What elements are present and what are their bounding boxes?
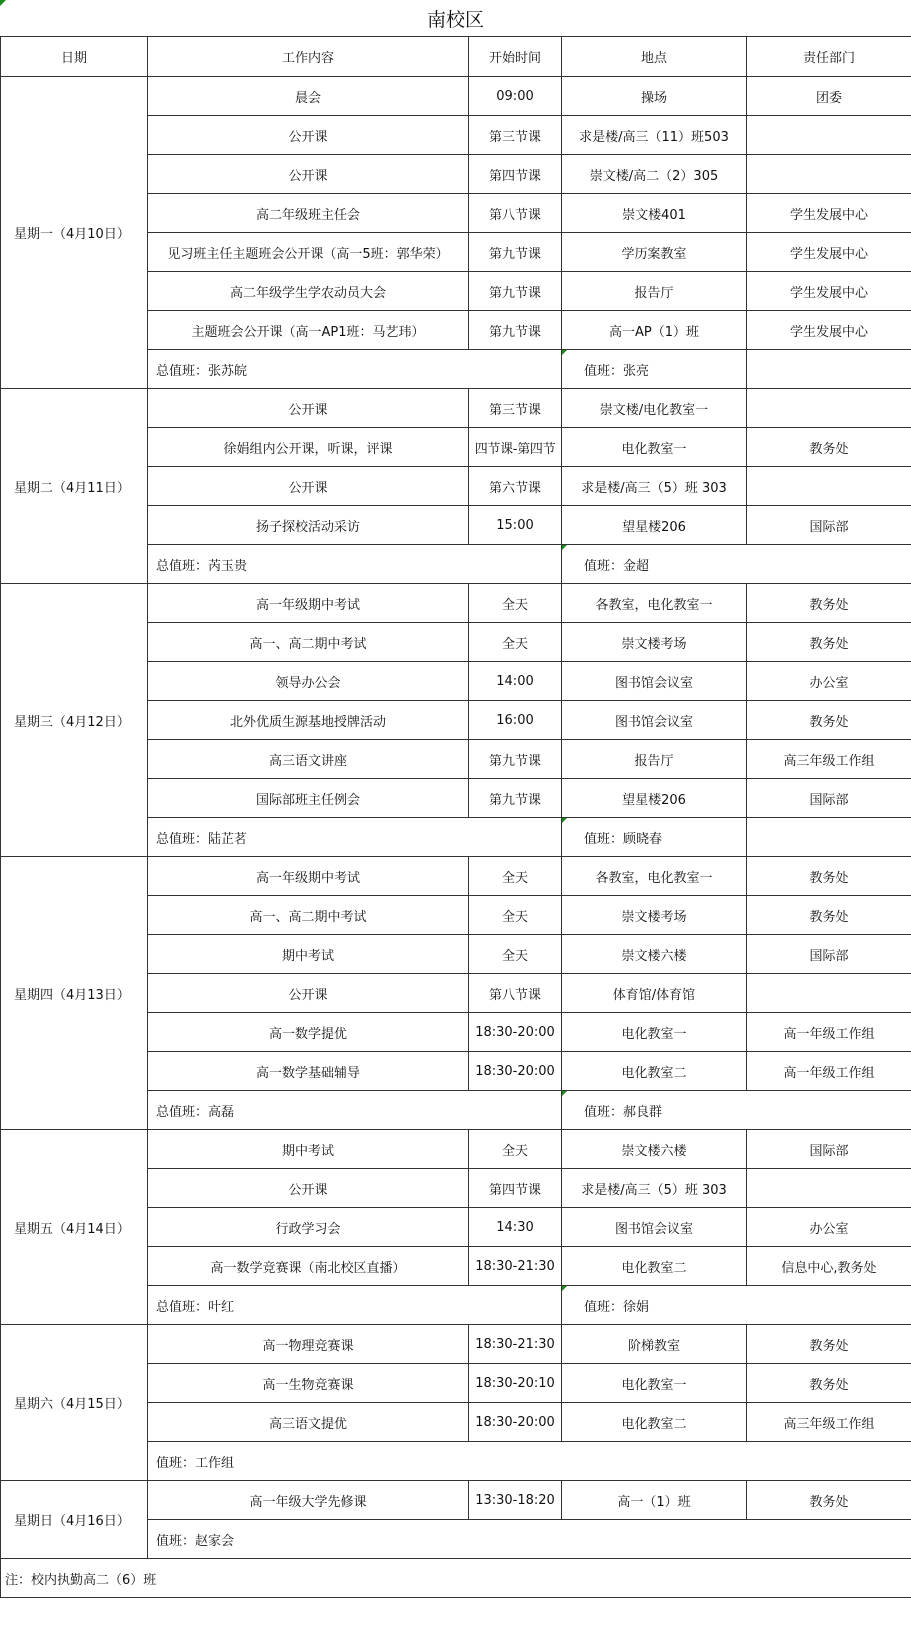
location-cell: 崇文楼/高二（2）305: [562, 155, 747, 194]
duty-cell: 值班：金超: [562, 545, 911, 584]
location-cell: 报告厅: [562, 272, 747, 311]
note-row: [1, 1559, 911, 1598]
duty-cell: 值班：工作组: [148, 1442, 911, 1481]
department-cell: 办公室: [747, 1208, 911, 1247]
location-cell: 各教室，电化教室一: [562, 584, 747, 623]
table-row: [1, 1130, 911, 1169]
note-cell: 注：校内执勤高二（6）班: [1, 1559, 911, 1598]
day-label: 星期六（4月15日）: [1, 1325, 148, 1481]
work-content-cell: 公开课: [148, 116, 469, 155]
department-cell: 教务处: [747, 1364, 911, 1403]
table-row: [1, 389, 911, 428]
department-cell: 学生发展中心: [747, 311, 911, 350]
location-cell: 图书馆会议室: [562, 662, 747, 701]
duty-cell: 值班：徐娟: [562, 1286, 911, 1325]
start-time-cell: 18:30-20:00: [469, 1052, 562, 1091]
work-content-cell: 期中考试: [148, 935, 469, 974]
chief-duty-cell: 总值班：高磊: [148, 1091, 562, 1130]
chief-duty-cell: 总值班：叶红: [148, 1286, 562, 1325]
department-cell: [747, 1169, 911, 1208]
work-content-cell: 国际部班主任例会: [148, 779, 469, 818]
location-cell: 高一（1）班: [562, 1481, 747, 1520]
department-cell: 高一年级工作组: [747, 1052, 911, 1091]
location-cell: 崇文楼考场: [562, 623, 747, 662]
department-cell: [747, 155, 911, 194]
start-time-cell: 18:30-20:10: [469, 1364, 562, 1403]
header-start-time: 开始时间: [469, 37, 562, 77]
location-cell: 望星楼206: [562, 779, 747, 818]
work-content-cell: 公开课: [148, 1169, 469, 1208]
work-content-cell: 高三语文讲座: [148, 740, 469, 779]
work-content-cell: 北外优质生源基地授牌活动: [148, 701, 469, 740]
table-row: [1, 584, 911, 623]
start-time-cell: 全天: [469, 1130, 562, 1169]
start-time-cell: 14:30: [469, 1208, 562, 1247]
start-time-cell: 四节课-第四节: [469, 428, 562, 467]
department-cell: 国际部: [747, 1130, 911, 1169]
header-location: 地点: [562, 37, 747, 77]
department-cell: 团委: [747, 77, 911, 116]
work-content-cell: 高一数学基础辅导: [148, 1052, 469, 1091]
department-cell: 国际部: [747, 779, 911, 818]
start-time-cell: 14:00: [469, 662, 562, 701]
department-cell: 教务处: [747, 857, 911, 896]
work-content-cell: 主题班会公开课（高一AP1班：马艺玮）: [148, 311, 469, 350]
empty-cell: [747, 350, 911, 389]
start-time-cell: 18:30-20:00: [469, 1403, 562, 1442]
table-row: [1, 1325, 911, 1364]
work-content-cell: 扬子探校活动采访: [148, 506, 469, 545]
work-content-cell: 见习班主任主题班会公开课（高一5班：郭华荣）: [148, 233, 469, 272]
department-cell: 学生发展中心: [747, 272, 911, 311]
header-department: 责任部门: [747, 37, 911, 77]
day-label: 星期四（4月13日）: [1, 857, 148, 1130]
work-content-cell: 徐娟组内公开课，听课，评课: [148, 428, 469, 467]
duty-cell: 值班：郝良群: [562, 1091, 911, 1130]
day-label: 星期五（4月14日）: [1, 1130, 148, 1325]
department-cell: [747, 467, 911, 506]
empty-cell: [747, 818, 911, 857]
work-content-cell: 高三语文提优: [148, 1403, 469, 1442]
work-content-cell: 高一年级期中考试: [148, 584, 469, 623]
location-cell: 图书馆会议室: [562, 1208, 747, 1247]
start-time-cell: 全天: [469, 935, 562, 974]
work-content-cell: 公开课: [148, 974, 469, 1013]
department-cell: [747, 389, 911, 428]
day-label: 星期日（4月16日）: [1, 1481, 148, 1559]
work-content-cell: 高一物理竞赛课: [148, 1325, 469, 1364]
duty-cell: 值班：赵家会: [148, 1520, 911, 1559]
start-time-cell: 全天: [469, 896, 562, 935]
start-time-cell: 全天: [469, 623, 562, 662]
location-cell: 电化教室一: [562, 1364, 747, 1403]
start-time-cell: 18:30-21:30: [469, 1247, 562, 1286]
work-content-cell: 高一数学提优: [148, 1013, 469, 1052]
work-content-cell: 高一数学竞赛课（南北校区直播）: [148, 1247, 469, 1286]
header-content: 工作内容: [148, 37, 469, 77]
location-cell: 崇文楼六楼: [562, 1130, 747, 1169]
location-cell: 高一AP（1）班: [562, 311, 747, 350]
start-time-cell: 全天: [469, 857, 562, 896]
chief-duty-cell: 总值班：陆芷茗: [148, 818, 562, 857]
schedule-body: [1, 77, 911, 1598]
work-content-cell: 高一、高二期中考试: [148, 896, 469, 935]
work-content-cell: 领导办公会: [148, 662, 469, 701]
location-cell: 求是楼/高三（11）班503: [562, 116, 747, 155]
page-title: 南校区: [426, 9, 484, 31]
department-cell: 教务处: [747, 1325, 911, 1364]
work-content-cell: 公开课: [148, 155, 469, 194]
start-time-cell: 第三节课: [469, 389, 562, 428]
start-time-cell: 18:30-20:00: [469, 1013, 562, 1052]
work-content-cell: 高一生物竞赛课: [148, 1364, 469, 1403]
start-time-cell: 15:00: [469, 506, 562, 545]
department-cell: 国际部: [747, 506, 911, 545]
duty-cell: 值班：张亮: [562, 350, 747, 389]
cell-corner-marker: [0, 0, 6, 6]
department-cell: [747, 116, 911, 155]
start-time-cell: 第四节课: [469, 155, 562, 194]
department-cell: 国际部: [747, 935, 911, 974]
start-time-cell: 第三节课: [469, 116, 562, 155]
day-label: 星期二（4月11日）: [1, 389, 148, 584]
department-cell: 学生发展中心: [747, 194, 911, 233]
location-cell: 体育馆/体育馆: [562, 974, 747, 1013]
location-cell: 崇文楼六楼: [562, 935, 747, 974]
location-cell: 电化教室二: [562, 1247, 747, 1286]
location-cell: 崇文楼/电化教室一: [562, 389, 747, 428]
start-time-cell: 第九节课: [469, 311, 562, 350]
location-cell: 崇文楼考场: [562, 896, 747, 935]
start-time-cell: 第九节课: [469, 740, 562, 779]
chief-duty-cell: 总值班：芮玉贵: [148, 545, 562, 584]
work-content-cell: 公开课: [148, 467, 469, 506]
start-time-cell: 全天: [469, 584, 562, 623]
work-content-cell: 高二年级学生学农动员大会: [148, 272, 469, 311]
start-time-cell: 18:30-21:30: [469, 1325, 562, 1364]
start-time-cell: 第八节课: [469, 974, 562, 1013]
day-label: 星期一（4月10日）: [1, 77, 148, 389]
work-content-cell: 高一、高二期中考试: [148, 623, 469, 662]
start-time-cell: 16:00: [469, 701, 562, 740]
location-cell: 操场: [562, 77, 747, 116]
department-cell: 教务处: [747, 584, 911, 623]
start-time-cell: 第九节课: [469, 233, 562, 272]
department-cell: 高三年级工作组: [747, 1403, 911, 1442]
location-cell: 电化教室一: [562, 428, 747, 467]
day-label: 星期三（4月12日）: [1, 584, 148, 857]
work-content-cell: 期中考试: [148, 1130, 469, 1169]
department-cell: 高一年级工作组: [747, 1013, 911, 1052]
department-cell: 高三年级工作组: [747, 740, 911, 779]
chief-duty-cell: 总值班：张苏皖: [148, 350, 562, 389]
table-row: [1, 1481, 911, 1520]
location-cell: 电化教室一: [562, 1013, 747, 1052]
start-time-cell: 13:30-18:20: [469, 1481, 562, 1520]
location-cell: 报告厅: [562, 740, 747, 779]
work-content-cell: 高一年级期中考试: [148, 857, 469, 896]
work-content-cell: 高一年级大学先修课: [148, 1481, 469, 1520]
location-cell: 阶梯教室: [562, 1325, 747, 1364]
work-content-cell: 高二年级班主任会: [148, 194, 469, 233]
location-cell: 望星楼206: [562, 506, 747, 545]
location-cell: 电化教室二: [562, 1052, 747, 1091]
table-row: [1, 77, 911, 116]
location-cell: 求是楼/高三（5）班 303: [562, 467, 747, 506]
department-cell: 教务处: [747, 1481, 911, 1520]
department-cell: 教务处: [747, 623, 911, 662]
start-time-cell: 第九节课: [469, 779, 562, 818]
start-time-cell: 第六节课: [469, 467, 562, 506]
work-content-cell: 晨会: [148, 77, 469, 116]
start-time-cell: 第九节课: [469, 272, 562, 311]
table-row: [1, 857, 911, 896]
department-cell: 信息中心,教务处: [747, 1247, 911, 1286]
location-cell: 崇文楼401: [562, 194, 747, 233]
location-cell: 学历案教室: [562, 233, 747, 272]
header-date: 日期: [1, 37, 148, 77]
department-cell: 学生发展中心: [747, 233, 911, 272]
schedule-table: [0, 36, 911, 1598]
header-row: [1, 37, 911, 77]
location-cell: 各教室，电化教室一: [562, 857, 747, 896]
work-content-cell: 公开课: [148, 389, 469, 428]
location-cell: 图书馆会议室: [562, 701, 747, 740]
location-cell: 电化教室二: [562, 1403, 747, 1442]
start-time-cell: 09:00: [469, 77, 562, 116]
department-cell: 教务处: [747, 701, 911, 740]
department-cell: 办公室: [747, 662, 911, 701]
start-time-cell: 第四节课: [469, 1169, 562, 1208]
department-cell: 教务处: [747, 428, 911, 467]
work-content-cell: 行政学习会: [148, 1208, 469, 1247]
department-cell: 教务处: [747, 896, 911, 935]
duty-cell: 值班：顾晓春: [562, 818, 747, 857]
location-cell: 求是楼/高三（5）班 303: [562, 1169, 747, 1208]
start-time-cell: 第八节课: [469, 194, 562, 233]
department-cell: [747, 974, 911, 1013]
